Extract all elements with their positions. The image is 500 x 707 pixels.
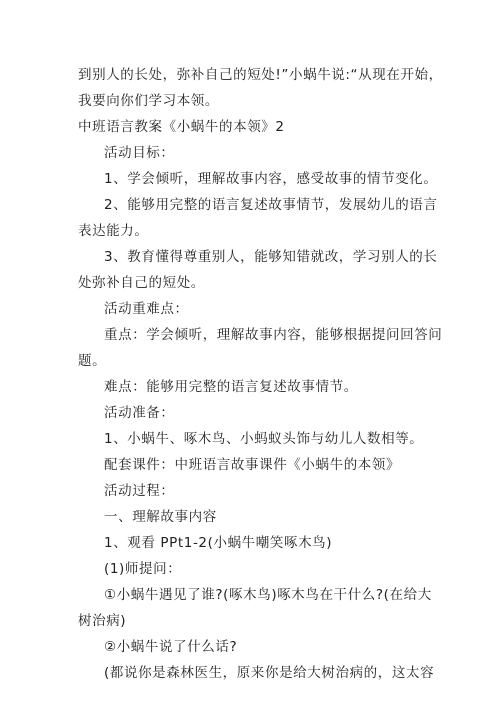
text-line: 1、学会倾听，理解故事内容，感受故事的情节变化。 <box>104 171 438 187</box>
text-line: 我要向你们学习本领。 <box>78 93 219 109</box>
text-line: 到别人的长处，弥补自己的短处!”小蜗牛说:“从现在开始， <box>78 67 443 83</box>
text-line: 重点：学会倾听，理解故事内容，能够根据提问回答问 <box>104 327 443 343</box>
text-line: 活动重难点： <box>104 301 189 317</box>
text-line: ①小蜗牛遇见了谁?(啄木鸟)啄木鸟在干什么?(在给大 <box>104 587 432 603</box>
text-line: 1、小蜗牛、啄木鸟、小蚂蚁头饰与幼儿人数相等。 <box>104 431 424 447</box>
text-line: 活动目标： <box>104 145 175 161</box>
text-line: 一、理解故事内容 <box>104 509 217 525</box>
text-line: 表达能力。 <box>78 223 149 239</box>
text-line: (都说你是森林医生，原来你是给大树治病的，这太容 <box>104 665 435 681</box>
text-line: 处弥补自己的短处。 <box>78 275 205 291</box>
section-title: 中班语言教案《小蜗牛的本领》2 <box>78 119 285 135</box>
text-line: 1、观看 PPt1-2(小蜗牛嘲笑啄木鸟) <box>104 535 333 551</box>
text-line: 活动过程： <box>104 483 175 499</box>
text-line: 树治病) <box>78 613 127 629</box>
text-line: 难点：能够用完整的语言复述故事情节。 <box>104 379 358 395</box>
text-line: 题。 <box>78 353 107 369</box>
text-line: (1)师提问： <box>104 561 182 577</box>
text-line: 配套课件：中班语言故事课件《小蜗牛的本领》 <box>104 457 401 473</box>
text-line: 2、能够用完整的语言复述故事情节，发展幼儿的语言 <box>104 197 438 213</box>
text-line: 活动准备： <box>104 405 175 421</box>
text-line: 3、教育懂得尊重别人，能够知错就改，学习别人的长 <box>104 249 438 265</box>
text-line: ②小蜗牛说了什么话? <box>104 639 238 655</box>
